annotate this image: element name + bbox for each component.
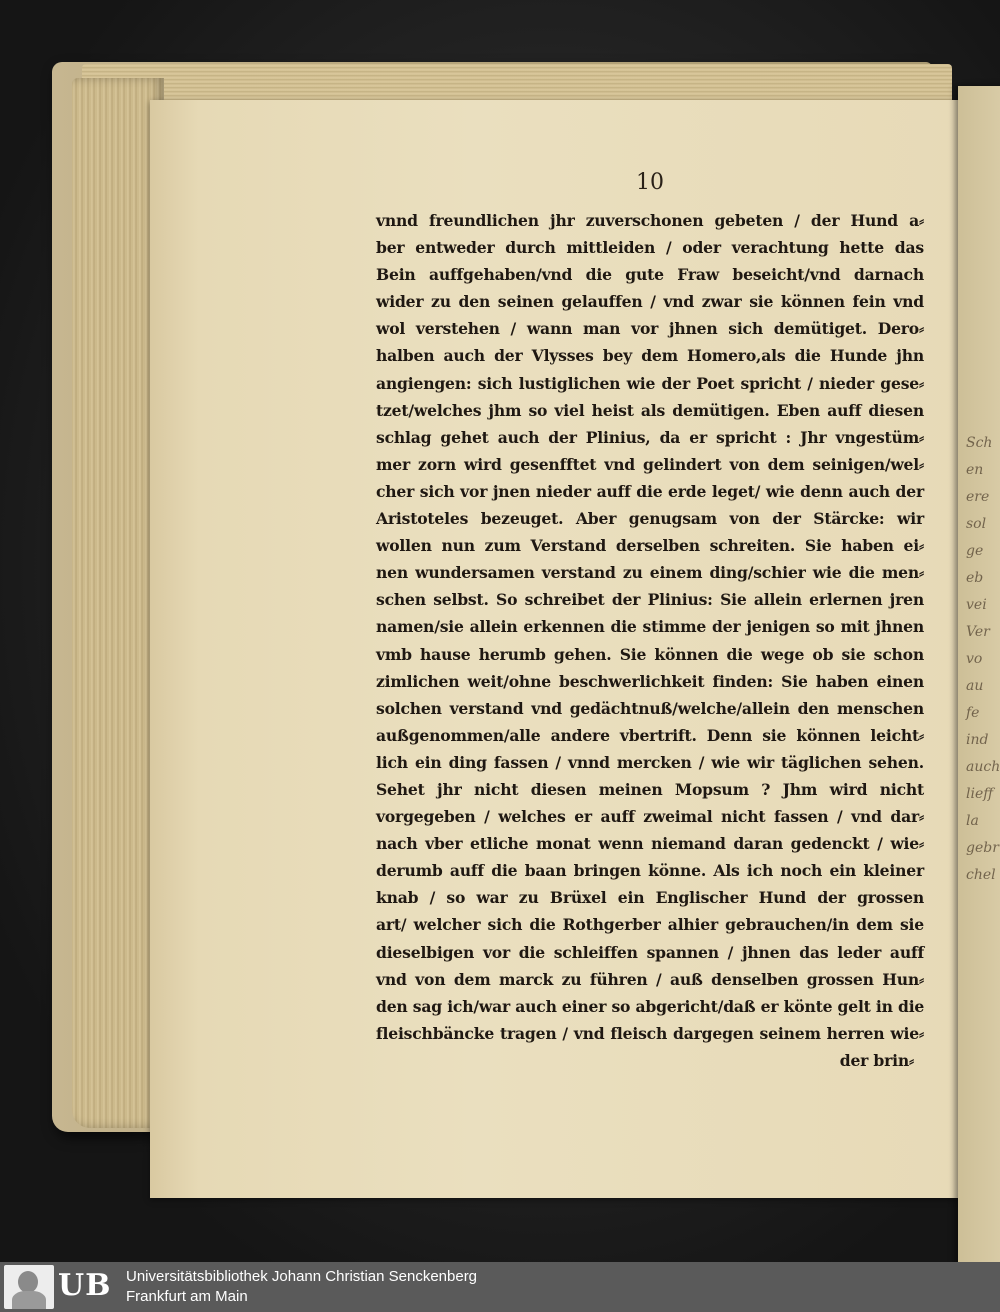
adjacent-page-fragment: au: [966, 678, 984, 694]
adjacent-page-fragment: vo: [966, 651, 983, 667]
text-line: vmb hause herumb gehen. Sie können die wege ob sie schon: [376, 644, 924, 664]
text-line: vnnd freundlichen jhr zuverschonen gebeten / der Hund a⸗: [376, 211, 924, 230]
adjacent-page-text: [966, 430, 1000, 889]
text-line: vnd von dem marck zu führen / auß denselben grossen Hun⸗: [376, 969, 924, 989]
text-line: den sag ich/war auch einer so abgericht/daß er könte gelt in die: [376, 996, 925, 1016]
text-line: vorgegeben / welches er auff zweimal nicht fassen / vnd dar⸗: [376, 807, 924, 827]
text-line: ber entweder durch mittleiden / oder verachtung hette das: [376, 238, 924, 258]
page-number: 10: [636, 170, 664, 195]
library-footer-bar: [0, 1262, 1000, 1312]
adjacent-page-fragment: en: [966, 462, 984, 478]
text-line: angiengen: sich lustiglichen wie der Poet spricht / nieder gese⸗: [376, 373, 924, 393]
text-line: nen wundersamen verstand zu einem ding/schier wie die men⸗: [376, 563, 924, 583]
text-line: zimlichen weit/ohne beschwerlichkeit finden: Sie haben einen: [376, 671, 924, 691]
text-line: halben auch der Vlysses bey dem Homero,als die Hunde jhn: [376, 346, 924, 366]
text-line: Aristoteles bezeuget. Aber genugsam von der Stärcke: wir: [376, 509, 924, 529]
text-line: außgenommen/alle andere vbertrift. Denn sie können leicht⸗: [376, 725, 924, 745]
text-line: Bein auffgehaben/vnd die gute Fraw beseicht/vnd darnach: [376, 265, 924, 285]
text-line: derumb auff die baan bringen könne. Als ich noch ein kleiner: [376, 861, 924, 881]
text-line: schlag gehet auch der Plinius, da er spricht : Jhr vngestüm⸗: [376, 427, 924, 447]
adjacent-page-fragment: fe: [966, 705, 980, 721]
adjacent-page-fragment: gebr: [966, 840, 999, 856]
text-line: dieselbigen vor die schleiffen spannen / jhnen das leder auff: [376, 942, 924, 962]
adjacent-page-fragment: Ver: [966, 624, 990, 640]
text-line: wollen nun zum Verstand derselben schreiten. Sie haben ei⸗: [376, 536, 924, 556]
adjacent-page-fragment: auch: [966, 759, 1000, 775]
text-line: cher sich vor jnen nieder auff die erde leget/ wie denn auch der: [376, 481, 924, 501]
adjacent-page-fragment: la: [966, 813, 979, 829]
text-line: tzet/welches jhm so viel heist als demütigen. Eben auff diesen: [376, 400, 924, 420]
text-line: lich ein ding fassen / vnnd mercken / wie wir täglichen sehen.: [376, 752, 924, 772]
adjacent-page-fragment: eb: [966, 570, 984, 586]
library-city: Frankfurt am Main: [126, 1288, 248, 1305]
adjacent-page-fragment: Sch: [966, 435, 993, 451]
library-name: Universitätsbibliothek Johann Christian Senckenberg: [126, 1268, 478, 1285]
text-line: wider zu den seinen gelauffen / vnd zwar sie können fein vnd: [376, 292, 924, 312]
text-line: wol verstehen / wann man vor jhnen sich demütiget. Dero⸗: [376, 319, 924, 339]
text-line: Sehet jhr nicht diesen meinen Mopsum ? Jhm wird nicht: [376, 779, 924, 799]
ub-logo-text: UB: [58, 1268, 112, 1303]
text-line: mer zorn wird gesenfftet vnd gelindert von dem seinigen/wel⸗: [376, 454, 924, 474]
text-line: schen selbst. So schreibet der Plinius: Sie allein erlernen jren: [376, 590, 924, 610]
adjacent-page-fragment: chel: [966, 867, 996, 883]
text-line: art/ welcher sich die Rothgerber alhier gebrauchen/in dem sie: [376, 915, 924, 935]
text-line: der brin⸗: [839, 1050, 914, 1070]
adjacent-page-fragment: sol: [966, 516, 987, 532]
adjacent-page-fragment: lieff: [966, 786, 994, 802]
text-line: nach vber etliche monat wenn niemand daran gedenckt / wie⸗: [376, 834, 924, 854]
adjacent-page-fragment: vei: [966, 597, 987, 613]
adjacent-page-fragment: ind: [966, 732, 989, 748]
adjacent-page-fragment: ge: [966, 543, 984, 559]
adjacent-page-fragment: ere: [966, 489, 990, 505]
page-text-block: [376, 207, 924, 1074]
text-line: fleischbäncke tragen / vnd fleisch dargegen seinem herren wie⸗: [376, 1023, 924, 1043]
text-line: solchen verstand vnd gedächtnuß/welche/allein den menschen: [376, 698, 924, 718]
text-line: namen/sie allein erkennen die stimme der jenigen so mit jhnen: [376, 617, 924, 637]
senckenberg-portrait-logo-icon: [4, 1265, 54, 1309]
text-line: knab / so war zu Brüxel ein Englischer Hund der grossen: [376, 888, 924, 908]
